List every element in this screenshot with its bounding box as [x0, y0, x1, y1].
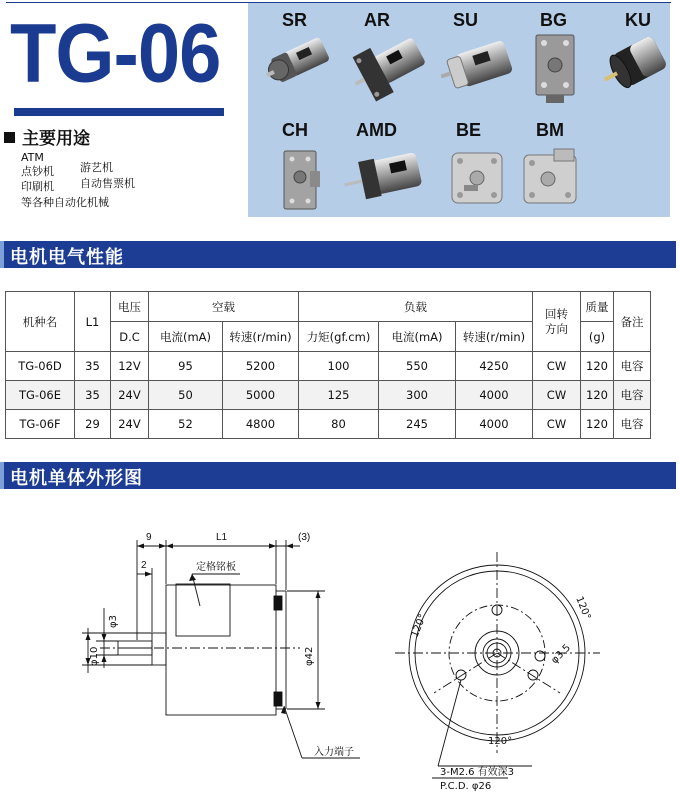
bg-motor-photo: [532, 33, 578, 105]
section-accent: [0, 241, 4, 268]
cell: 35: [75, 381, 111, 410]
pcd-label: P.C.D. φ26: [440, 781, 492, 792]
dim-2-label: 2: [141, 560, 147, 571]
usage-item: 游艺机: [80, 161, 113, 174]
section-title: 电机电气性能: [10, 247, 124, 268]
amd-motor-photo: [344, 149, 424, 207]
col-header: 回转 方向: [533, 292, 581, 352]
cell: 24V: [111, 410, 149, 439]
usage-heading: [4, 124, 90, 149]
col-subheader: (g): [581, 322, 614, 352]
cell: 125: [299, 381, 379, 410]
nameplate-outline: [176, 584, 230, 636]
cell: TG-06F: [6, 410, 75, 439]
nameplate-label: 定格铭板: [196, 562, 236, 573]
ku-motor-photo: [598, 37, 668, 97]
col-header: 备注: [614, 292, 651, 352]
cell: CW: [533, 410, 581, 439]
usage-item: 点钞机: [21, 165, 54, 178]
usage-item: 自动售票机: [80, 177, 135, 190]
col-subheader: 电流(mA): [149, 322, 223, 352]
table-row: [6, 381, 651, 410]
be-motor-photo: [446, 147, 508, 209]
cell: 4250: [456, 352, 533, 381]
cell: 120: [581, 381, 614, 410]
cell: 50: [149, 381, 223, 410]
cell: 电容: [614, 381, 651, 410]
cell: 24V: [111, 381, 149, 410]
cell: TG-06D: [6, 352, 75, 381]
cell: 35: [75, 352, 111, 381]
title-underline: [14, 108, 224, 116]
cell: 4800: [223, 410, 299, 439]
cell: 245: [379, 410, 456, 439]
motor-type-label: KU: [625, 10, 651, 30]
motor-type-label: SR: [282, 10, 308, 30]
motor-type-label: CH: [282, 120, 308, 140]
angle-label: 120°: [488, 736, 513, 747]
section-title: 电机单体外形图: [10, 468, 143, 489]
col-subheader: 力矩(gf.cm): [299, 322, 379, 352]
col-subheader: 转速(r/min): [223, 322, 299, 352]
col-subheader: D.C: [111, 322, 149, 352]
cell: 550: [379, 352, 456, 381]
spec-table: [5, 291, 651, 439]
cell: 29: [75, 410, 111, 439]
section-header-outline: [0, 462, 676, 489]
col-header: 电压: [111, 292, 149, 322]
su-motor-photo: [440, 39, 514, 95]
col-subheader: 转速(r/min): [456, 322, 533, 352]
table-row: [6, 352, 651, 381]
body-dia-label: φ42: [304, 646, 315, 666]
bm-motor-photo: [518, 147, 582, 209]
screw-spec-label: 3-M2.6 有效深3: [440, 767, 515, 778]
boss-dia-label: φ10: [89, 646, 100, 666]
motor-type-label: SU: [453, 10, 479, 30]
cell: 5000: [223, 381, 299, 410]
motor-type-label: BM: [536, 120, 564, 140]
hole-dia-label: φ3.5: [549, 642, 574, 667]
table-header-row: [6, 292, 651, 322]
section-accent: [0, 462, 4, 489]
ar-motor-photo: [352, 33, 428, 103]
col-header: 负载: [299, 292, 533, 322]
cell: CW: [533, 352, 581, 381]
usage-heading-text: 主要用途: [22, 129, 90, 149]
ch-motor-photo: [280, 147, 322, 215]
cell: 52: [149, 410, 223, 439]
col-header: L1: [75, 292, 111, 352]
dim-9-label: 9: [146, 532, 152, 543]
cell: 100: [299, 352, 379, 381]
usage-item: 等各种自动化机械: [21, 196, 109, 209]
sr-motor-photo: [266, 35, 336, 97]
square-bullet-icon: [4, 132, 15, 143]
cell: 80: [299, 410, 379, 439]
cell: 4000: [456, 381, 533, 410]
dim-3-label: (3): [298, 532, 311, 543]
model-title: TG-06: [10, 6, 221, 100]
col-header: 机种名: [6, 292, 75, 352]
motor-type-label: AR: [364, 10, 390, 30]
cell: 120: [581, 410, 614, 439]
cell: 300: [379, 381, 456, 410]
terminal-label: 入力端子: [314, 747, 354, 758]
cell: CW: [533, 381, 581, 410]
cell: 120: [581, 352, 614, 381]
col-header: 空载: [149, 292, 299, 322]
cell: 4000: [456, 410, 533, 439]
col-header: 质量: [581, 292, 614, 322]
angle-label: 120°: [573, 595, 593, 622]
table-row: [6, 410, 651, 439]
angle-label: 120°: [409, 612, 429, 640]
shaft-dia-label: φ3: [108, 615, 119, 628]
outline-drawing: [0, 488, 680, 796]
motor-type-label: BE: [456, 120, 482, 140]
usage-item: 印刷机: [21, 180, 54, 193]
motor-type-label: BG: [540, 10, 567, 30]
motor-type-label: AMD: [356, 120, 397, 140]
col-subheader: 电流(mA): [379, 322, 456, 352]
cell: 95: [149, 352, 223, 381]
usage-item: ATM: [21, 151, 44, 164]
section-header-electrical: [0, 241, 676, 268]
motor-body-outline: [166, 585, 276, 715]
dim-l1-label: L1: [216, 532, 228, 543]
cell: 电容: [614, 410, 651, 439]
motor-types-panel: [248, 3, 670, 217]
cell: 电容: [614, 352, 651, 381]
cell: 5200: [223, 352, 299, 381]
cell: 12V: [111, 352, 149, 381]
cell: TG-06E: [6, 381, 75, 410]
